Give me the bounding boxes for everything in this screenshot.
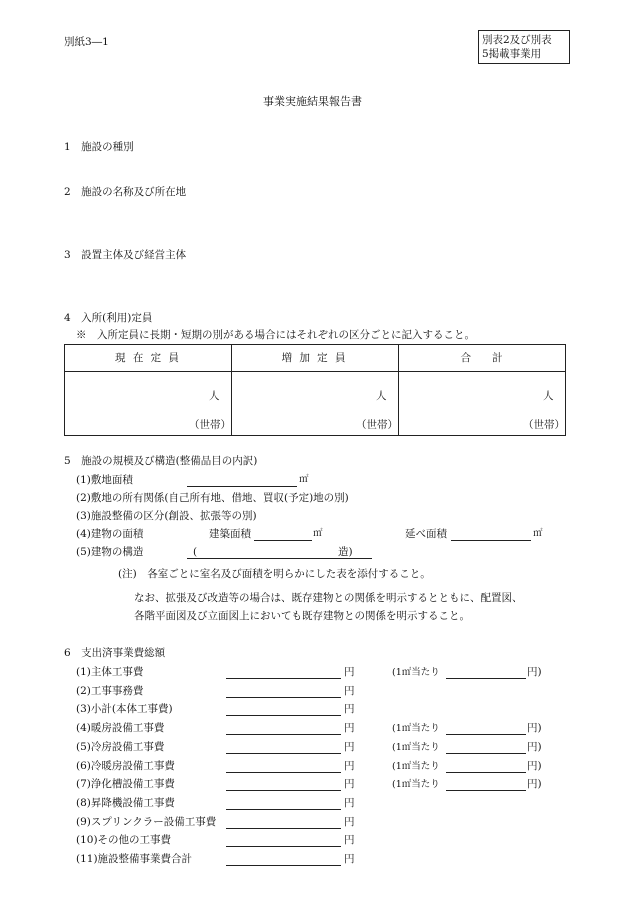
per-m2-suffix: 円) bbox=[527, 666, 542, 678]
expense-yen-unit: 円 bbox=[344, 722, 355, 734]
site-area-label: (1)敷地面積 bbox=[76, 474, 133, 486]
per-m2-prefix: (1㎡当たり bbox=[392, 667, 440, 678]
expense-item-label: (5)冷房設備工事費 bbox=[76, 741, 165, 753]
per-m2-amount-blank[interactable] bbox=[446, 790, 526, 791]
expense-item-label: (9)スプリンクラー設備工事費 bbox=[76, 816, 217, 828]
per-m2-suffix: 円) bbox=[527, 760, 542, 772]
section-3-heading: 3 設置主体及び経営主体 bbox=[64, 249, 187, 261]
site-area-blank[interactable] bbox=[187, 486, 297, 487]
expense-amount-blank[interactable] bbox=[226, 772, 341, 773]
structure-label: (5)建物の構造 bbox=[76, 546, 144, 558]
section-4-heading: 4 入所(利用)定員 bbox=[64, 312, 153, 324]
total-floor-area-label: 延べ面積 bbox=[405, 528, 447, 540]
land-ownership-label: (2)敷地の所有関係(自己所有地、借地、買収(予定)地の別) bbox=[76, 492, 349, 504]
building-footprint-label: 建築面積 bbox=[209, 528, 251, 540]
expense-yen-unit: 円 bbox=[344, 853, 355, 865]
per-m2-amount-blank[interactable] bbox=[446, 734, 526, 735]
expense-item-label: (4)暖房設備工事費 bbox=[76, 722, 165, 734]
section-5-heading: 5 施設の規模及び構造(整備品目の内訳) bbox=[64, 455, 258, 467]
per-m2-prefix: (1㎡当たり bbox=[392, 742, 440, 753]
section-4-note: ※ 入所定員に長期・短期の別がある場合にはそれぞれの区分ごとに記入すること。 bbox=[76, 329, 475, 341]
header-increase-capacity: 増 加 定 員 bbox=[281, 352, 348, 364]
section-6-heading: 6 支出済事業費総額 bbox=[64, 647, 166, 659]
expense-amount-blank[interactable] bbox=[226, 846, 341, 847]
section-1-heading: 1 施設の種別 bbox=[64, 141, 134, 153]
reference-box-line1: 別表2及び別表 bbox=[482, 34, 552, 46]
expense-yen-unit: 円 bbox=[344, 666, 355, 678]
expense-item-label: (1)主体工事費 bbox=[76, 666, 144, 678]
expense-yen-unit: 円 bbox=[344, 834, 355, 846]
building-footprint-blank[interactable] bbox=[254, 540, 312, 541]
section-5-note-2-line2: 各階平面図及び立面図上においても既存建物との関係を明示すること。 bbox=[134, 610, 470, 622]
total-floor-area-blank[interactable] bbox=[451, 540, 531, 541]
cell-total-unit: 人 bbox=[543, 390, 554, 402]
expense-amount-blank[interactable] bbox=[226, 865, 341, 866]
construction-type-label: (3)施設整備の区分(創設、拡張等の別) bbox=[76, 510, 257, 522]
per-m2-suffix: 円) bbox=[527, 741, 542, 753]
cell-current-household: （世帯） bbox=[189, 419, 231, 431]
expense-yen-unit: 円 bbox=[344, 778, 355, 790]
expense-yen-unit: 円 bbox=[344, 685, 355, 697]
expense-item-label: (11)施設整備事業費合計 bbox=[76, 853, 193, 865]
header-total: 合 計 bbox=[460, 352, 503, 364]
reference-box bbox=[478, 30, 570, 64]
reference-box-line2: 5掲載事業用 bbox=[482, 48, 542, 60]
section-2-heading: 2 施設の名称及び所在地 bbox=[64, 186, 187, 198]
expense-item-label: (7)浄化槽設備工事費 bbox=[76, 778, 175, 790]
expense-amount-blank[interactable] bbox=[226, 734, 341, 735]
cell-total-household: （世帯） bbox=[523, 419, 565, 431]
expense-yen-unit: 円 bbox=[344, 741, 355, 753]
expense-item-label: (10)その他の工事費 bbox=[76, 834, 172, 846]
per-m2-suffix: 円) bbox=[527, 722, 542, 734]
cell-increase-unit: 人 bbox=[376, 390, 387, 402]
expense-amount-blank[interactable] bbox=[226, 828, 341, 829]
building-area-label: (4)建物の面積 bbox=[76, 528, 144, 540]
expense-yen-unit: 円 bbox=[344, 760, 355, 772]
per-m2-amount-blank[interactable] bbox=[446, 772, 526, 773]
expense-yen-unit: 円 bbox=[344, 797, 355, 809]
structure-blank[interactable] bbox=[187, 558, 372, 559]
per-m2-prefix: (1㎡当たり bbox=[392, 723, 440, 734]
header-current-capacity: 現 在 定 員 bbox=[114, 352, 181, 364]
expense-item-label: (8)昇降機設備工事費 bbox=[76, 797, 175, 809]
expense-item-label: (6)冷暖房設備工事費 bbox=[76, 760, 175, 772]
cell-increase-household: （世帯） bbox=[356, 419, 398, 431]
per-m2-prefix: (1㎡当たり bbox=[392, 779, 440, 790]
expense-yen-unit: 円 bbox=[344, 816, 355, 828]
per-m2-suffix: 円) bbox=[527, 778, 542, 790]
per-m2-amount-blank[interactable] bbox=[446, 753, 526, 754]
section-5-note-2-line1: なお、拡張及び改造等の場合は、既存建物との関係を明示するとともに、配置図、 bbox=[134, 592, 523, 604]
structure-close: 造) bbox=[338, 546, 353, 558]
per-m2-amount-blank[interactable] bbox=[446, 678, 526, 679]
expense-amount-blank[interactable] bbox=[226, 678, 341, 679]
building-footprint-unit: ㎡ bbox=[313, 528, 323, 539]
section-5-note-1: (注) 各室ごとに室名及び面積を明らかにした表を添付すること。 bbox=[118, 568, 431, 580]
page-title: 事業実施結果報告書 bbox=[263, 95, 362, 108]
site-area-unit: ㎡ bbox=[299, 474, 309, 485]
expense-amount-blank[interactable] bbox=[226, 715, 341, 716]
expense-amount-blank[interactable] bbox=[226, 753, 341, 754]
expense-amount-blank[interactable] bbox=[226, 697, 341, 698]
expense-yen-unit: 円 bbox=[344, 703, 355, 715]
expense-item-label: (2)工事事務費 bbox=[76, 685, 144, 697]
per-m2-prefix: (1㎡当たり bbox=[392, 761, 440, 772]
document-id: 別紙3―1 bbox=[64, 36, 109, 48]
capacity-table bbox=[64, 344, 566, 436]
cell-current-unit: 人 bbox=[209, 390, 220, 402]
structure-open-paren: ( bbox=[193, 546, 198, 558]
total-floor-area-unit: ㎡ bbox=[533, 528, 543, 539]
expense-amount-blank[interactable] bbox=[226, 790, 341, 791]
expense-item-label: (3)小計(本体工事費) bbox=[76, 703, 173, 715]
expense-amount-blank[interactable] bbox=[226, 809, 341, 810]
